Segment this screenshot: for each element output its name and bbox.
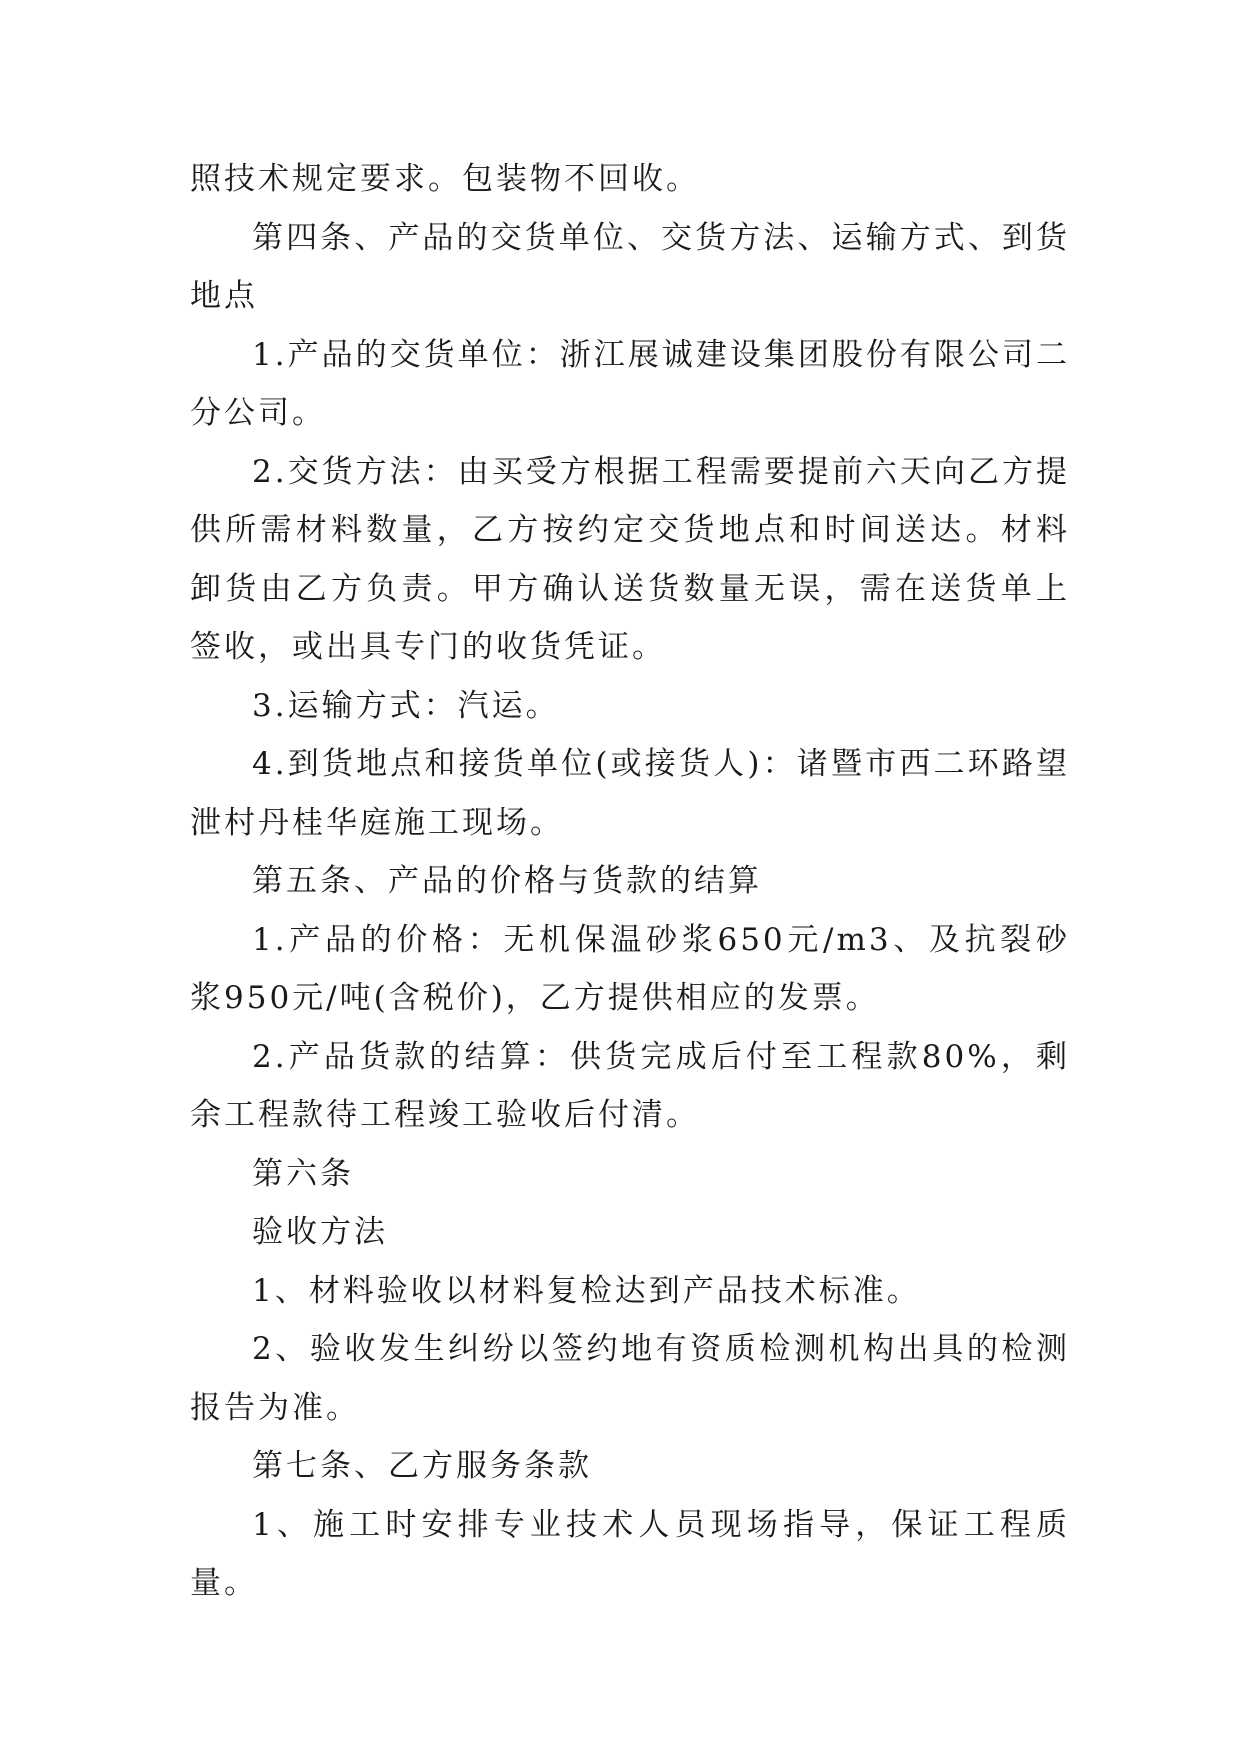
article-6-heading: 第六条 (252, 1155, 354, 1192)
article-5-item-1: 1.产品的价格：无机保温砂浆650元/m3、及抗裂砂浆950元/吨(含税价)，乙方提供相应的发票。 (190, 921, 1070, 1016)
article-5-heading: 第五条、产品的价格与货款的结算 (252, 863, 762, 899)
article-4-item-2: 2.交货方法：由买受方根据工程需要提前六天向乙方提供所需材料数量，乙方按约定交货地点和时间送达。材料卸货由乙方负责。甲方确认送货数量无误，需在送货单上签收，或出具专门的收货凭证。 (190, 453, 1070, 665)
article-5-item-2: 2.产品货款的结算：供货完成后付至工程款80%，剩余工程款待工程竣工验收后付清。 (190, 1038, 1070, 1133)
article-4-heading: 第四条、产品的交货单位、交货方法、运输方式、到货地点 (190, 219, 1070, 314)
document-body (190, 150, 1070, 1613)
article-7-item-1: 1、施工时安排专业技术人员现场指导，保证工程质量。 (190, 1506, 1070, 1601)
paragraph-continuation: 照技术规定要求。包装物不回收。 (190, 161, 700, 197)
article-7-heading: 第七条、乙方服务条款 (252, 1448, 592, 1484)
article-4-item-1: 1.产品的交货单位：浙江展诚建设集团股份有限公司二分公司。 (190, 336, 1070, 431)
article-6-item-1: 1、材料验收以材料复检达到产品技术标准。 (252, 1272, 921, 1309)
article-4-item-3: 3.运输方式：汽运。 (252, 687, 560, 724)
article-6-subheading: 验收方法 (252, 1214, 388, 1250)
article-4-item-4: 4.到货地点和接货单位(或接货人)：诸暨市西二环路望泄村丹桂华庭施工现场。 (190, 746, 1070, 841)
article-6-item-2: 2、验收发生纠纷以签约地有资质检测机构出具的检测报告为准。 (190, 1331, 1070, 1426)
